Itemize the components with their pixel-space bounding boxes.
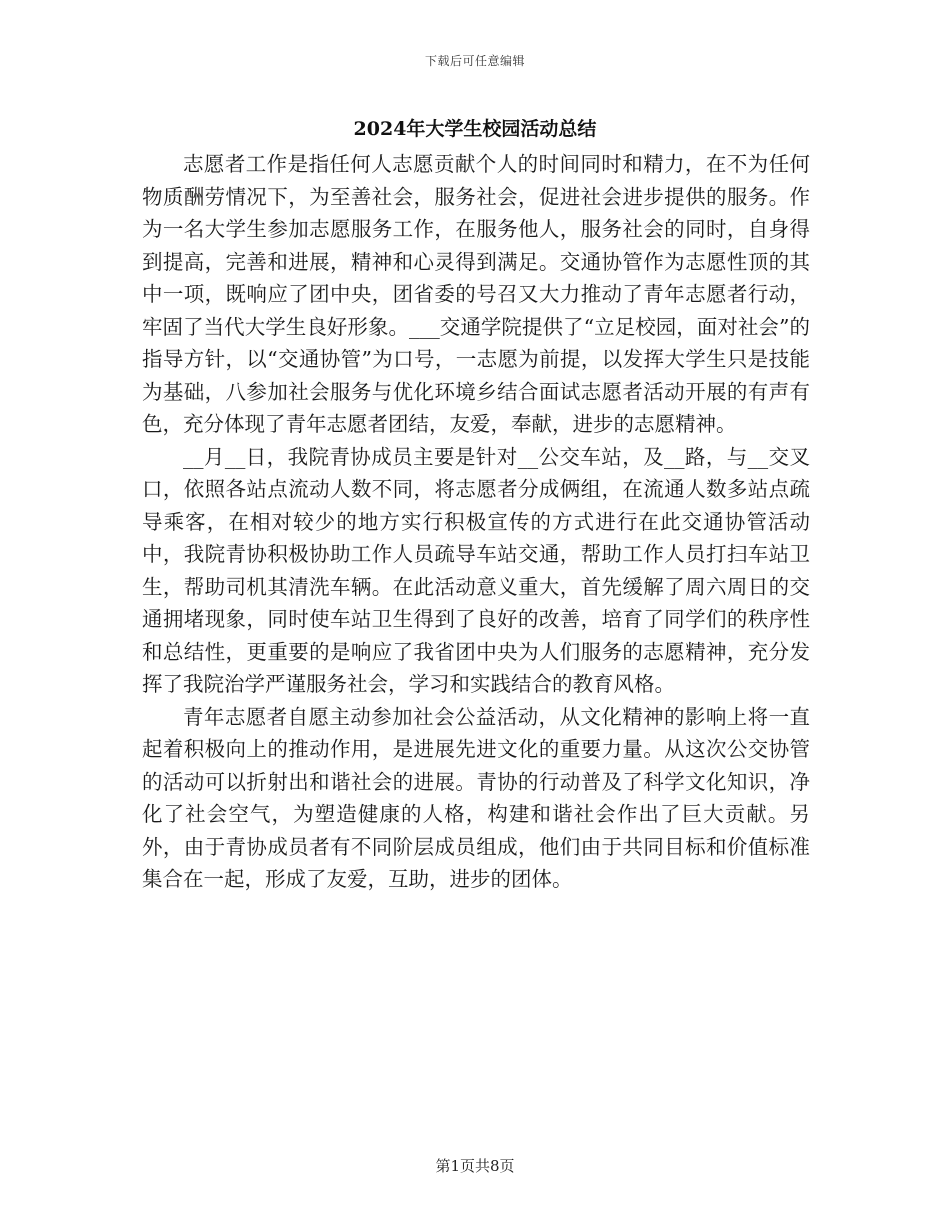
paragraph-2: __月__日，我院青协成员主要是针对__公交车站，及__路，与__交叉口，依照各站点流动人数不同，将志愿者分成俩组，在流通人数多站点疏导乘客，在相对较少的地方实行积极宣传的方式进行在此交通协管活动中，我院青协积极协助工作人员疏导车站交通，帮助工作人员打扫车站卫生，帮助司机其清洗车辆。在此活动意义重大，首先缓解了周六周日的交通拥堵现象，同时使车站卫生得到了良好的改善，培育了同学们的秩序性和总结性，更重要的是响应了我省团中央为人们服务的志愿精神，充分发挥了我院治学严谨服务社会，学习和实践结合的教育风格。 [142,444,810,696]
document-title: 2024年大学生校园活动总结 [353,118,597,140]
document-body [142,148,810,896]
page-indicator: 第1页共8页 [435,1157,515,1175]
header-note: 下载后可任意编辑 [424,54,525,68]
paragraph-3: 青年志愿者自愿主动参加社会公益活动，从文化精神的影响上将一直起着积极向上的推动作用，是进展先进文化的重要力量。从这次公交协管的活动可以折射出和谐社会的进展。青协的行动普及了科学文化知识，净化了社会空气，为塑造健康的人格，构建和谐社会作出了巨大贡献。另外，由于青协成员者有不同阶层成员组成，他们由于共同目标和价值标准集合在一起，形成了友爱，互助，进步的团体。 [142,704,810,891]
paragraph-1: 志愿者工作是指任何人志愿贡献个人的时间同时和精力，在不为任何物质酬劳情况下，为至善社会，服务社会，促进社会进步提供的服务。作为一名大学生参加志愿服务工作，在服务他人，服务社会的同时，自身得到提高，完善和进展，精神和心灵得到满足。交通协管作为志愿性顶的其中一项，既响应了团中央，团省委的号召又大力推动了青年志愿者行动，牢固了当代大学生良好形象。___交通学院提供了“立足校园，面对社会”的指导方针，以“交通协管”为口号，一志愿为前提，以发挥大学生只是技能为基础，八参加社会服务与优化环境乡结合面试志愿者活动开展的有声有色，充分体现了青年志愿者团结，友爱，奉献，进步的志愿精神。 [142,152,810,436]
